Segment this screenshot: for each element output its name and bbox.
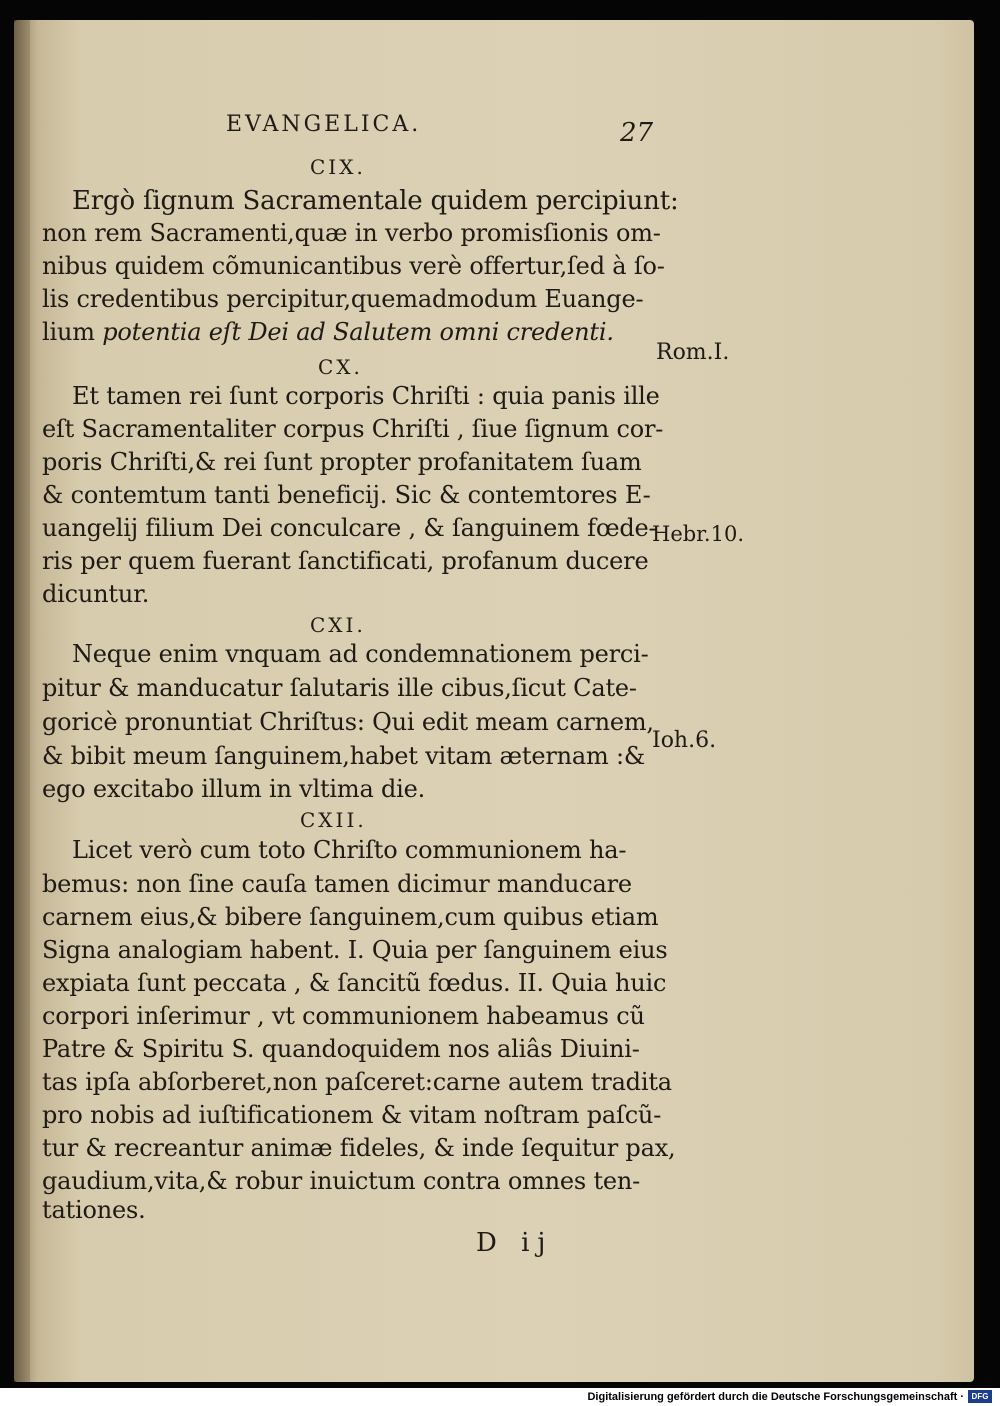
text-line: carnem eius,& bibere ſanguinem,cum quibus etiam bbox=[42, 903, 659, 931]
italic-quote: potentia eſt Dei ad Salutem omni credenti. bbox=[102, 318, 614, 346]
section-number: CIX. bbox=[310, 155, 366, 179]
section-number: CXI. bbox=[310, 613, 366, 637]
text-line: Et tamen rei ſunt corporis Chriſti : quia panis ille bbox=[72, 382, 660, 410]
text-line bbox=[42, 318, 614, 346]
text-line: pitur & manducatur ſalutaris ille cibus,ſicut Cate- bbox=[42, 674, 637, 702]
text-line: gaudium,vita,& robur inuictum contra omnes ten- bbox=[42, 1167, 641, 1195]
text-line: goricè pronuntiat Chriſtus: Qui edit meam carnem, bbox=[42, 708, 654, 736]
running-title: EVANGELICA. bbox=[226, 112, 422, 137]
dfg-logo: DFG bbox=[968, 1390, 992, 1403]
text-line: bemus: non ſine cauſa tamen dicimur manducare bbox=[42, 870, 632, 898]
section-number: CX. bbox=[318, 355, 363, 379]
text-line: eſt Sacramentaliter corpus Chriſti , ſiue ſignum cor- bbox=[42, 415, 664, 443]
marginal-note: Rom.I. bbox=[656, 340, 730, 365]
text-line: non rem Sacramenti,quæ in verbo promisſionis om- bbox=[42, 219, 661, 247]
text-line: pro nobis ad iuſtificationem & vitam noſtram paſcũ- bbox=[42, 1101, 662, 1129]
text-line: & contemtum tanti beneficij. Sic & contemtores E- bbox=[42, 481, 651, 509]
text-line: dicuntur. bbox=[42, 580, 150, 608]
marginal-note: Ioh.6. bbox=[652, 728, 717, 753]
text-run: lium bbox=[42, 318, 95, 346]
section-number: CXII. bbox=[300, 808, 367, 832]
text-line: Neque enim vnquam ad condemnationem perci- bbox=[72, 640, 649, 668]
text-line: expiata ſunt peccata , & ſancitũ fœdus. II. Quia huic bbox=[42, 969, 667, 997]
text-line: tur & recreantur animæ fideles, & inde ſequitur pax, bbox=[42, 1134, 676, 1162]
page-binding-shadow bbox=[14, 20, 30, 1382]
text-line: corpori inſerimur , vt communionem habeamus cũ bbox=[42, 1002, 645, 1030]
marginal-note: Hebr.10. bbox=[652, 522, 744, 546]
text-line: poris Chriſti,& rei ſunt propter profanitatem ſuam bbox=[42, 448, 642, 476]
signature-mark: D ij bbox=[476, 1228, 554, 1258]
text-line: lis credentibus percipitur,quemadmodum Euange- bbox=[42, 285, 644, 313]
text-line: tas ipſa abſorberet,non paſceret:carne autem tradita bbox=[42, 1068, 672, 1096]
text-line: ego excitabo illum in vltima die. bbox=[42, 775, 426, 803]
text-line: uangelij filium Dei conculcare , & ſanguinem fœde- bbox=[42, 514, 657, 542]
text-line: Licet verò cum toto Chriſto communionem ha- bbox=[72, 836, 627, 864]
page-number: 27 bbox=[620, 118, 654, 148]
footer-credit: Digitalisierung gefördert durch die Deutsche Forschungsgemeinschaft · bbox=[587, 1391, 964, 1403]
text-line: ris per quem fuerant ſanctificati, profanum ducere bbox=[42, 547, 649, 575]
text-line: tationes. bbox=[42, 1196, 146, 1224]
text-line: Signa analogiam habent. I. Quia per ſanguinem eius bbox=[42, 936, 668, 964]
text-line: & bibit meum ſanguinem,habet vitam æternam :& bbox=[42, 742, 646, 770]
text-line: nibus quidem cõmunicantibus verè offertur,ſed à ſo- bbox=[42, 252, 665, 280]
text-line: Ergò ſignum Sacramentale quidem percipiunt: bbox=[72, 186, 679, 216]
text-line: Patre & Spiritu S. quandoquidem nos aliâs Diuini- bbox=[42, 1035, 640, 1063]
